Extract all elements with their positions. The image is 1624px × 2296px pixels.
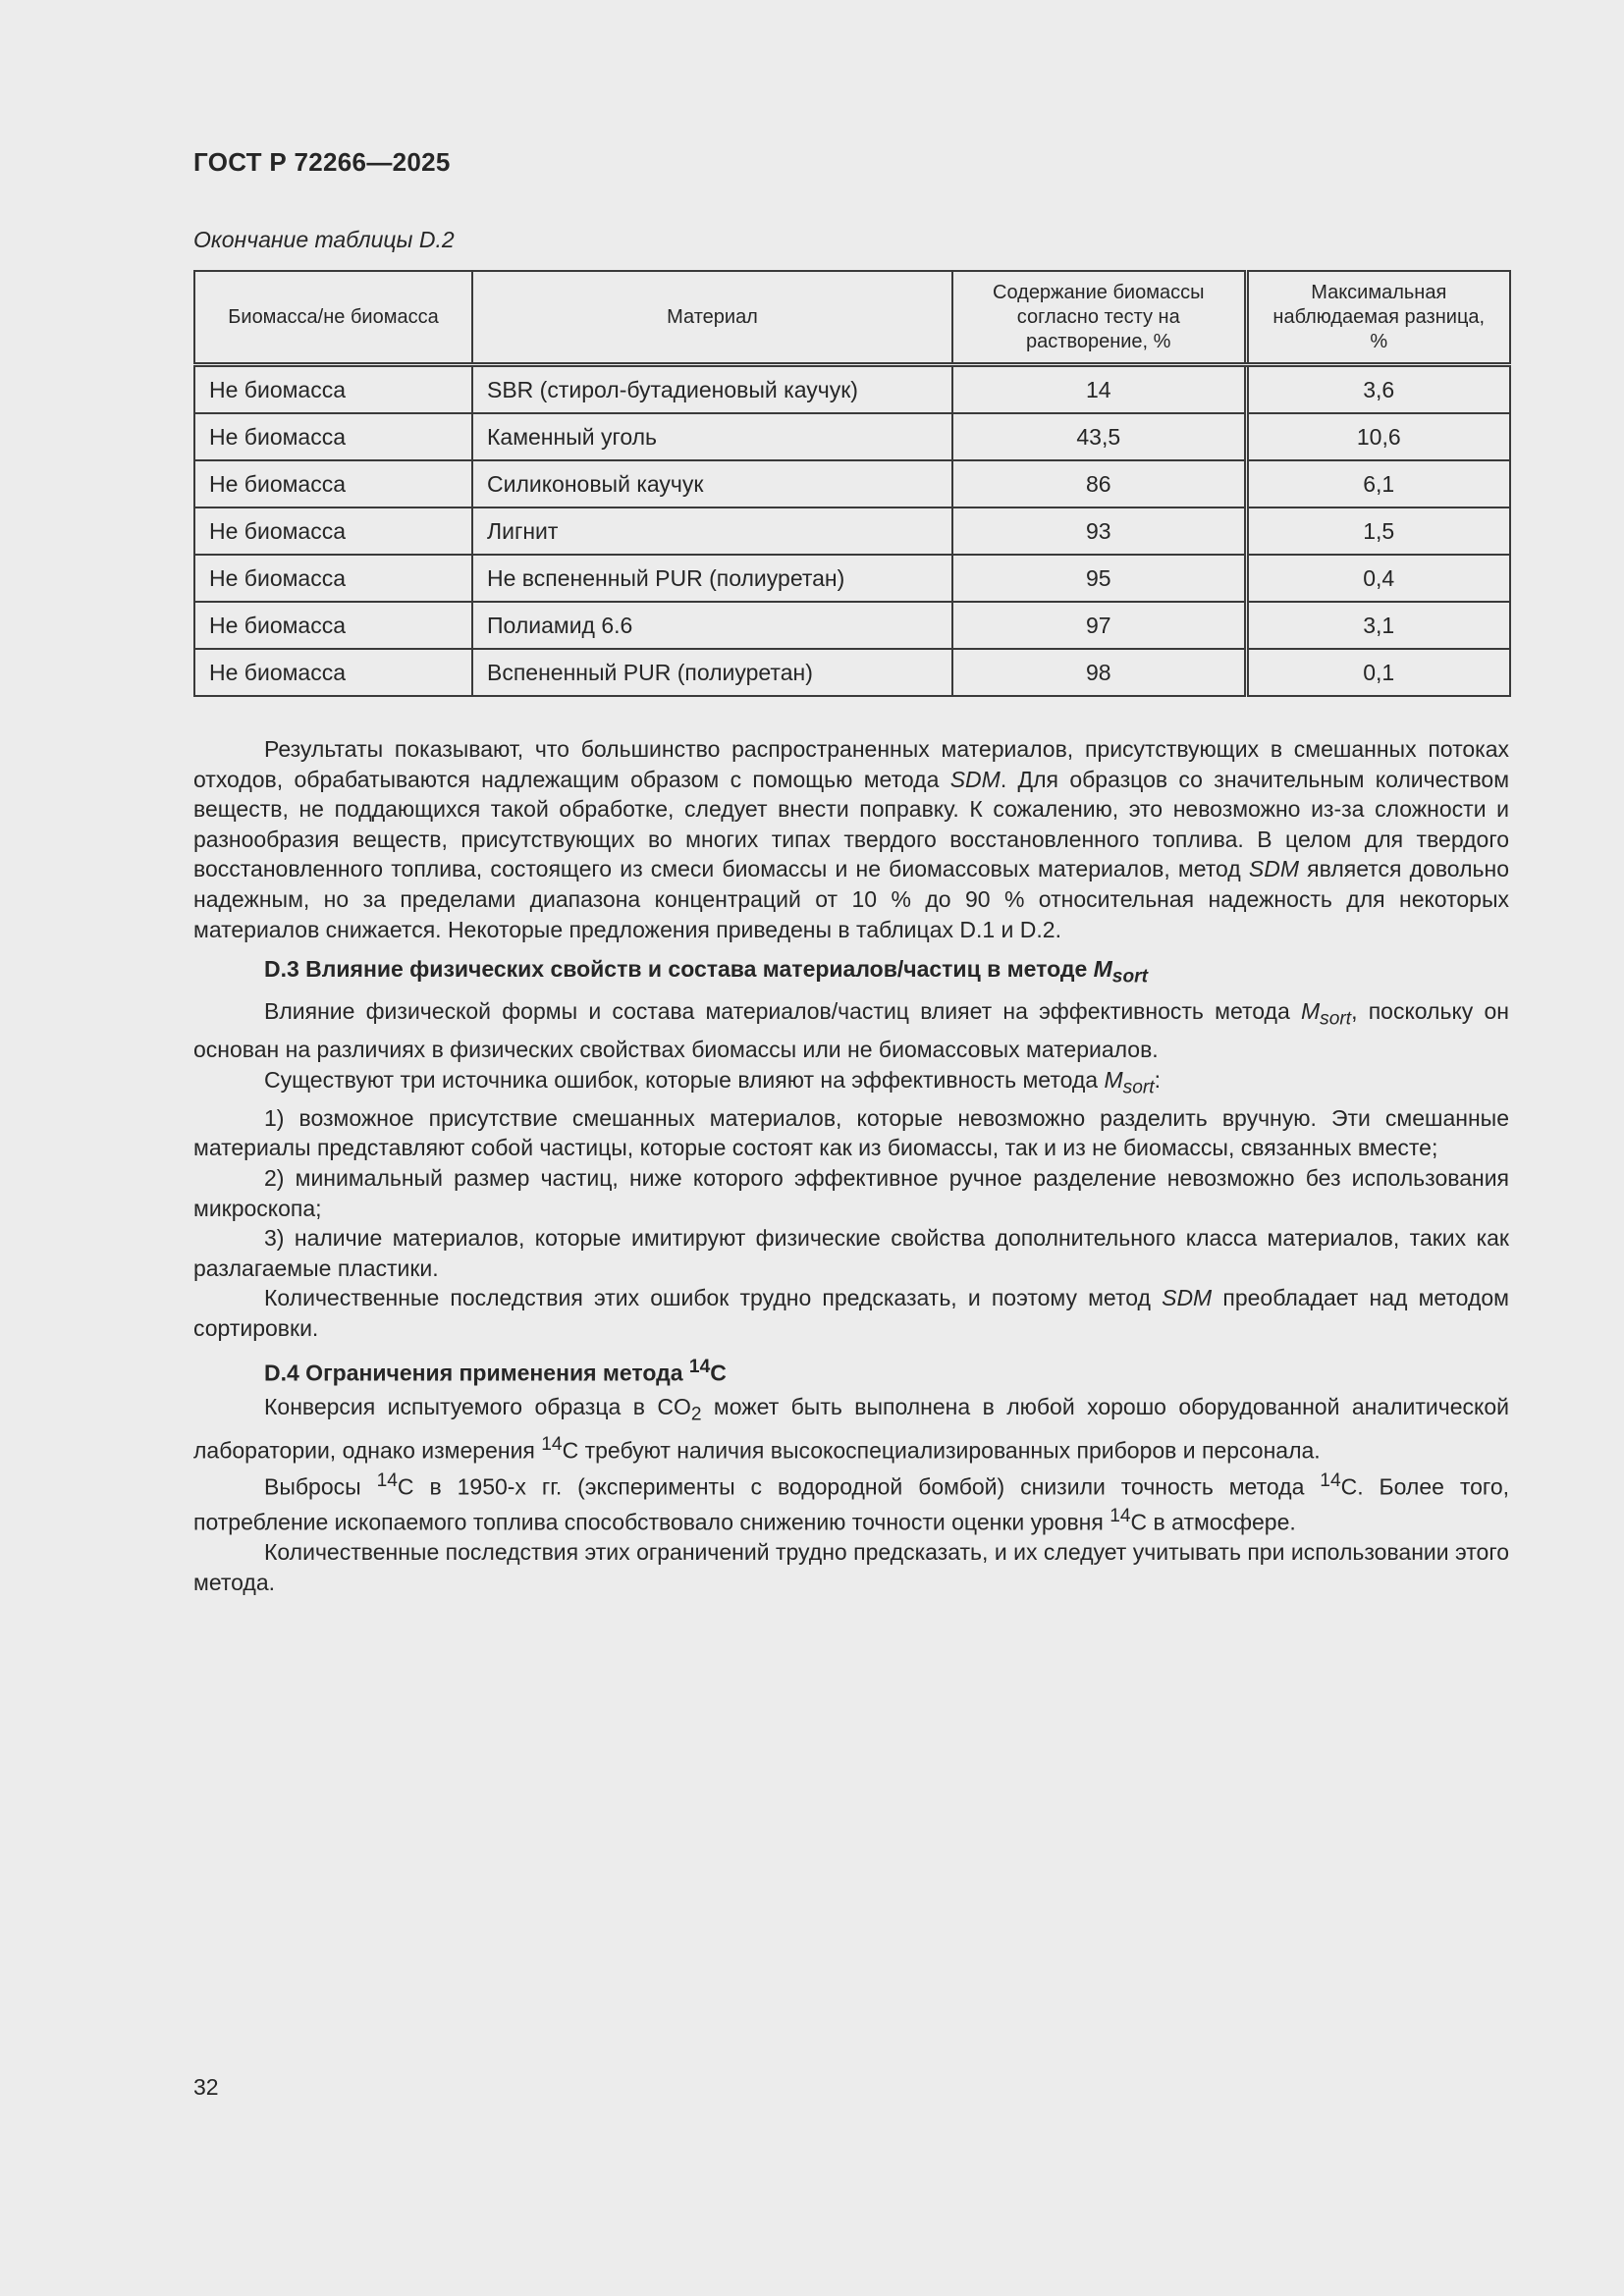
table-row — [194, 555, 1510, 602]
cell-content: 97 — [952, 602, 1246, 649]
table-row — [194, 507, 1510, 555]
paragraph-error-sources: Существуют три источника ошибок, которые влияют на эффективность метода $M_{sort}$: — [264, 1066, 1161, 1098]
header-biomass-content: Содержание биомассы согласно тесту на растворение, % — [952, 271, 1246, 365]
cell-material: Вспененный PUR (полиуретан) — [472, 649, 952, 696]
list-item: 2) минимальный размер частиц, ниже которого эффективное ручное разделение невозможно без использования микроскопа; — [193, 1164, 1509, 1221]
cell-diff: 3,6 — [1246, 365, 1510, 414]
cell-diff: 10,6 — [1246, 413, 1510, 460]
table-caption: Окончание таблицы D.2 — [193, 227, 455, 252]
cell-content: 98 — [952, 649, 1246, 696]
cell-content: 86 — [952, 460, 1246, 507]
section-heading-d4: D.4 Ограничения применения метода $^{14}$C — [264, 1357, 727, 1387]
table-row — [194, 649, 1510, 696]
document-header: ГОСТ Р 72266—2025 — [193, 147, 451, 177]
header-material: Материал — [472, 271, 952, 365]
table-row — [194, 602, 1510, 649]
cell-material: SBR (стирол-бутадиеновый каучук) — [472, 365, 952, 414]
cell-category: Не биомасса — [194, 555, 472, 602]
cell-diff: 1,5 — [1246, 507, 1510, 555]
list-item: 3) наличие материалов, которые имитируют физические свойства дополнительного класса материалов, таких как разлагаемые пластики. — [193, 1225, 1509, 1281]
data-table — [193, 270, 1511, 697]
header-max-difference: Максимальная наблюдаемая разница, % — [1246, 271, 1510, 365]
cell-content: 93 — [952, 507, 1246, 555]
cell-diff: 6,1 — [1246, 460, 1510, 507]
cell-category: Не биомасса — [194, 413, 472, 460]
paragraph-limitations: Количественные последствия этих ограничений трудно предсказать, и их следует учитывать при использовании этого метода. — [193, 1539, 1509, 1595]
paragraph-results: Результаты показывают, что большинство распространенных материалов, присутствующих в смешанных потоках отходов, обрабатываются надлежащим образом с помощью метода SDM. Для образцов со значительным количеством веществ, не поддающихся такой обработке, следует внести поправку. К сожалению, это невозможно из-за сложности и разнообразия веществ, присутствующих во многих типах твердого восстановленного топлива. В целом для твердого восстановленного топлива, состоящего из смеси биомассы и не биомассовых материалов, метод SDM является довольно надежным, но за пределами диапазона концентраций от 10 % до 90 % относительная надежность для некоторых материалов снижается. Некоторые предложения приведены в таблицах D.1 и D.2. — [193, 736, 1510, 942]
cell-diff: 0,1 — [1246, 649, 1510, 696]
document-body — [193, 734, 1509, 1597]
cell-material: Лигнит — [472, 507, 952, 555]
table-row — [194, 413, 1510, 460]
cell-content: 43,5 — [952, 413, 1246, 460]
table-row — [194, 365, 1510, 414]
paragraph-consequences: Количественные последствия этих ошибок трудно предсказать, и поэтому метод SDM преобладает над методом сортировки. — [193, 1285, 1509, 1341]
cell-category: Не биомасса — [194, 649, 472, 696]
header-category: Биомасса/не биомасса — [194, 271, 472, 365]
paragraph-emissions: Выбросы $^{14}$C в 1950-х гг. (эксперименты с водородной бомбой) снизили точность метода $^{14}$C. Более того, потребление ископаемого топлива способствовало снижению точности оценки уровня $^{14}$C в атмосфере. — [193, 1469, 1509, 1535]
cell-category: Не биомасса — [194, 365, 472, 414]
cell-material: Каменный уголь — [472, 413, 952, 460]
cell-diff: 0,4 — [1246, 555, 1510, 602]
section-heading-d3: D.3 Влияние физических свойств и состава материалов/частиц в методе $M_{sort}$ — [264, 956, 1148, 988]
cell-content: 95 — [952, 555, 1246, 602]
cell-diff: 3,1 — [1246, 602, 1510, 649]
cell-content: 14 — [952, 365, 1246, 414]
table-row — [194, 460, 1510, 507]
list-item: 1) возможное присутствие смешанных материалов, которые невозможно разделить вручную. Эти смешанные материалы представляют собой частицы, которые состоят как из биомассы, так и из не биомассы, связанных вместе; — [193, 1104, 1509, 1161]
paragraph-influence: Влияние физической формы и состава материалов/частиц влияет на эффективность метода $M_{sort}$, поскольку он основан на различиях в физических свойствах биомассы или не биомассовых материалов. — [193, 997, 1509, 1062]
cell-material: Не вспененный PUR (полиуретан) — [472, 555, 952, 602]
page-number: 32 — [193, 2074, 219, 2100]
cell-material: Силиконовый каучук — [472, 460, 952, 507]
cell-category: Не биомасса — [194, 602, 472, 649]
cell-material: Полиамид 6.6 — [472, 602, 952, 649]
paragraph-conversion: Конверсия испытуемого образца в $CO_2$ может быть выполнена в любой хорошо оборудованной аналитической лаборатории, однако измерения $^{14}$C требуют наличия высокоспециализированных приборов и персонала. — [193, 1394, 1509, 1464]
cell-category: Не биомасса — [194, 507, 472, 555]
cell-category: Не биомасса — [194, 460, 472, 507]
table-header-row — [194, 271, 1510, 365]
